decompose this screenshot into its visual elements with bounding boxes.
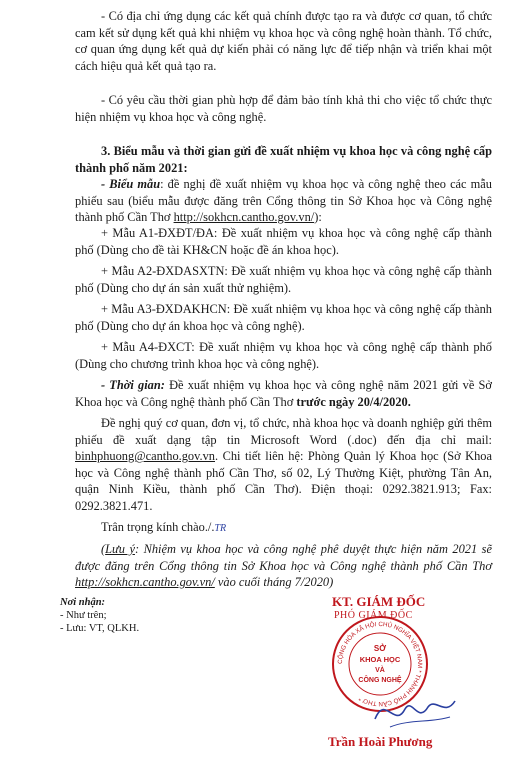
form-a1: + Mẫu A1-ĐXĐT/ĐA: Đề xuất nhiệm vụ khoa học và công nghệ cấp thành phố (Dùng cho đề tài KH&CN hoặc đề án khoa học).: [75, 226, 492, 257]
form-a4: + Mẫu A4-ĐXCT: Đề xuất nhiệm vụ khoa học và công nghệ cấp thành phố (Dùng cho chương trình khoa học và công nghệ).: [75, 340, 492, 371]
note-end: vào cuối tháng 7/2020): [214, 575, 334, 590]
paragraph-contact: [75, 415, 492, 515]
paragraph-application: - Có địa chỉ ứng dụng các kết quả chính được tạo ra và được cơ quan, tổ chức cam kết sử dụng kết quả khi nhiệm vụ khoa học và công nghệ hoàn thành. Tổ chức, cơ quan ứng dụng kết quả dự kiến phải có năng lực để tiếp nhận và triển khai một cách hiệu quả kết quả tạo ra.: [75, 9, 492, 73]
deadline-date: trước ngày 20/4/2020.: [296, 394, 411, 409]
paragraph-deadline: [75, 377, 492, 410]
stamp-line: CÔNG NGHỆ: [358, 677, 402, 684]
closing-initial: TR: [214, 523, 227, 534]
note-link[interactable]: http://sokhcn.cantho.gov.vn/: [75, 575, 215, 590]
recipient-item: - Lưu: VT, QLKH.: [60, 623, 140, 634]
recipients-block: [60, 596, 139, 635]
note-open: (: [101, 542, 106, 556]
forms-label: - Biểu mẫu: [101, 177, 161, 191]
closing-text: Trân trọng kính chào./.: [101, 520, 215, 534]
closing-line: [75, 519, 492, 538]
forms-link[interactable]: http://sokhcn.cantho.gov.vn/: [173, 210, 315, 225]
section-heading-3: 3. Biểu mẫu và thời gian gửi đề xuất nhiệm vụ khoa học và công nghệ cấp thành phố năm 2021:: [75, 144, 492, 175]
stamp-ring-text: CỘNG HÒA XÃ HỘI CHỦ NGHĨA VIỆT NAM * THÀNH PHỐ CẦN THƠ *: [336, 620, 424, 708]
signer-name: Trần Hoài Phương: [328, 734, 433, 749]
forms-text: : đề nghị đề xuất nhiệm vụ khoa học và công nghệ theo các mẫu phiếu sau (biểu mẫu được đăng trên Cổng thông tin Sở Khoa học và Công nghệ thành phố Cần Thơ: [75, 177, 492, 225]
recipients-title: Nơi nhận:: [60, 597, 106, 608]
contact-email-link[interactable]: binhphuong@cantho.gov.vn: [75, 449, 216, 464]
recipient-item: - Như trên;: [60, 610, 107, 621]
forms-end: ):: [314, 210, 322, 225]
stamp-line: SỞ: [373, 644, 387, 653]
contact-rest: . Chi tiết liên hệ: Phòng Quản lý Khoa học (Sở Khoa học và Công nghệ thành phố Cần Thơ, số 02, Lý Thường Kiệt, phường Tân An, quận Ninh Kiều, thành phố Cần Thơ). Điện thoại: 0292.3821.913; Fax: 0292.3821.471.: [75, 449, 492, 513]
deadline-text: Đề xuất nhiệm vụ khoa học và công nghệ năm 2021 gửi về Sở Khoa học và Công nghệ thành phố Cần Thơ: [75, 378, 492, 409]
signature-block: [300, 594, 480, 764]
signature-subtitle: PHÓ GIÁM ĐỐC: [334, 610, 413, 621]
signature-title: [332, 594, 425, 610]
stamp-line: VÀ: [375, 667, 385, 674]
paragraph-time-requirement: - Có yêu cầu thời gian phù hợp để đảm bảo tính khả thi cho việc tổ chức thực hiện nhiệm vụ khoa học và công nghệ.: [75, 93, 492, 124]
handwritten-signature: [370, 689, 460, 734]
signature-role: GIÁM ĐỐC: [356, 594, 426, 609]
contact-text: Đề nghị quý cơ quan, đơn vị, tổ chức, nhà khoa học và doanh nghiệp gửi thêm phiếu đề xuất dạng tập tin Microsoft Word (.doc) đến địa chỉ mail:: [75, 416, 492, 447]
note-paragraph: [75, 541, 492, 591]
note-label: Lưu ý: [105, 542, 135, 556]
paragraph-forms: [75, 176, 492, 226]
form-a3: + Mẫu A3-ĐXDAKHCN: Đề xuất nhiệm vụ khoa học và công nghệ cấp thành phố (Dùng cho dự án khoa học và công nghệ).: [75, 302, 492, 333]
stamp-line: KHOA HỌC: [359, 655, 401, 664]
deadline-label: - Thời gian:: [101, 378, 165, 392]
form-a2: + Mẫu A2-ĐXDASXTN: Đề xuất nhiệm vụ khoa học và công nghệ cấp thành phố (Dùng cho dự án sản xuất thử nghiệm).: [75, 264, 492, 295]
signature-prefix: KT.: [332, 594, 354, 609]
note-text: : Nhiệm vụ khoa học và công nghệ phê duyệt thực hiện năm 2021 sẽ được đăng trên Cổng thông tin Sở Khoa học và Công nghệ thành phố Cần Thơ: [75, 542, 492, 573]
